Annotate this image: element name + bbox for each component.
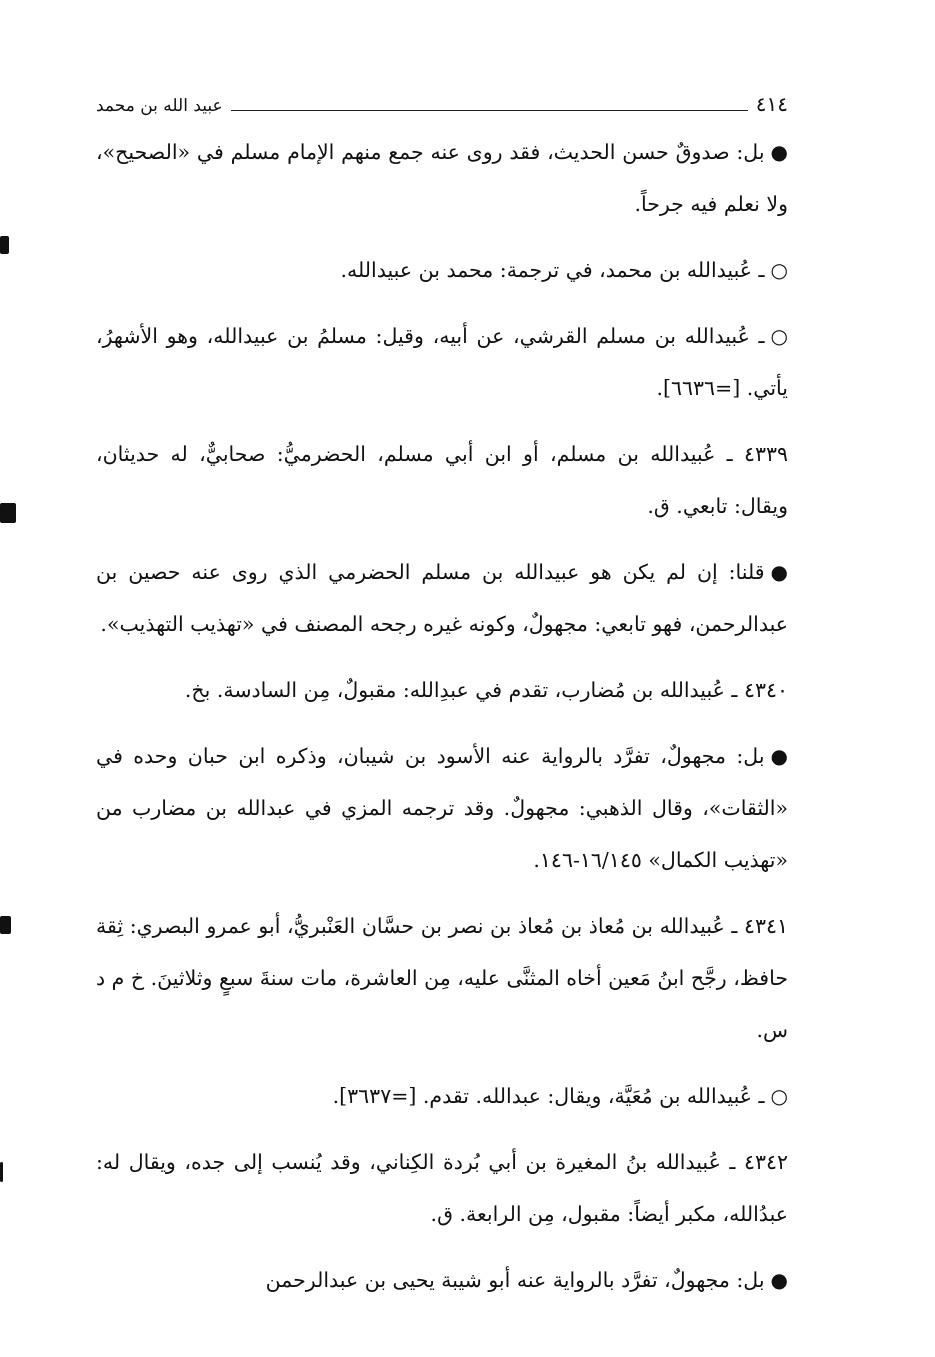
numbered-entry	[96, 900, 788, 1056]
commentary-entry	[96, 546, 788, 650]
hollow-circle-icon: ○	[770, 258, 788, 282]
header-rule	[231, 110, 748, 111]
numbered-entry	[96, 428, 788, 532]
entry-text: قلنا: إن لم يكن هو عبيدالله بن مسلم الحضرمي الذي روى عنه حصين بن عبدالرحمن، فهو تابعي: مجهولٌ، وكونه غيره رجحه المصنف في «تهذيب التهذيب».	[96, 560, 788, 636]
filled-circle-icon: ●	[770, 140, 788, 164]
commentary-entry	[96, 730, 788, 886]
margin-mark	[0, 503, 16, 523]
running-head: عبيد الله بن محمد	[96, 96, 223, 116]
numbered-entry	[96, 1136, 788, 1240]
entry-text: ٤٣٤٢ ـ عُبيدالله بنُ المغيرة بن أبي بُردة الكِناني، وقد يُنسب إلى جده، ويقال له: عبدُالله، مكبر أيضاً: مقبول، مِن الرابعة. ق.	[96, 1150, 788, 1226]
numbered-entry	[96, 664, 788, 716]
hollow-circle-icon: ○	[770, 1084, 788, 1108]
page-header	[96, 88, 788, 116]
entry-text: ٤٣٤١ ـ عُبيدالله بن مُعاذ بن مُعاذ بن نصر بن حسَّان العَنْبريُّ، أبو عمرو البصري: ثِقة حافظ، رجَّح ابنُ مَعين أخاه المثنَّى عليه، مِن العاشرة، مات سنةَ سبعٍ وثلاثينَ. خ م د س.	[96, 914, 788, 1042]
cross-reference-entry	[96, 1070, 788, 1122]
entry-text: ٤٣٤٠ ـ عُبيدالله بن مُضارب، تقدم في عبدِالله: مقبولٌ، مِن السادسة. بخ.	[184, 678, 788, 702]
entry-text: ٤٣٣٩ ـ عُبيدالله بن مسلم، أو ابن أبي مسلم، الحضرميُّ: صحابيٌّ، له حديثان، ويقال: تابعي. ق.	[96, 442, 788, 518]
filled-circle-icon: ●	[770, 744, 788, 768]
entry-text: بل: مجهولٌ، تفرَّد بالرواية عنه الأسود بن شيبان، وذكره ابن حبان وحده في «الثقات»، وقال الذهبي: مجهولٌ. وقد ترجمه المزي في عبدالله بن مضارب من «تهذيب الكمال» ١٦/١٤٥-١٤٦.	[96, 744, 788, 872]
margin-mark	[0, 1162, 3, 1182]
entry-text: ـ عُبيدالله بن مُعَيَّة، ويقال: عبدالله. تقدم. [=٣٦٣٧].	[332, 1084, 765, 1108]
commentary-entry	[96, 126, 788, 230]
entry-text: بل: مجهولٌ، تفرَّد بالرواية عنه أبو شيبة يحيى بن عبدالرحمن	[265, 1268, 765, 1292]
commentary-entry	[96, 1254, 788, 1306]
cross-reference-entry	[96, 244, 788, 296]
margin-mark	[0, 916, 11, 934]
entry-text: ـ عُبيدالله بن محمد، في ترجمة: محمد بن عبيدالله.	[340, 258, 765, 282]
filled-circle-icon: ●	[770, 560, 788, 584]
hollow-circle-icon: ○	[770, 324, 788, 348]
entry-text: بل: صدوقٌ حسن الحديث، فقد روى عنه جمع منهم الإمام مسلم في «الصحيح»، ولا نعلم فيه جرحاً.	[96, 140, 788, 216]
cross-reference-entry	[96, 310, 788, 414]
entries-body	[96, 126, 788, 1320]
entry-text: ـ عُبيدالله بن مسلم القرشي، عن أبيه، وقيل: مسلمُ بن عبيدالله، وهو الأشهرُ، يأتي. [=٦٦٣٦].	[96, 324, 788, 400]
margin-mark	[0, 236, 9, 254]
filled-circle-icon: ●	[770, 1268, 788, 1292]
page-number: ٤١٤	[755, 92, 788, 116]
